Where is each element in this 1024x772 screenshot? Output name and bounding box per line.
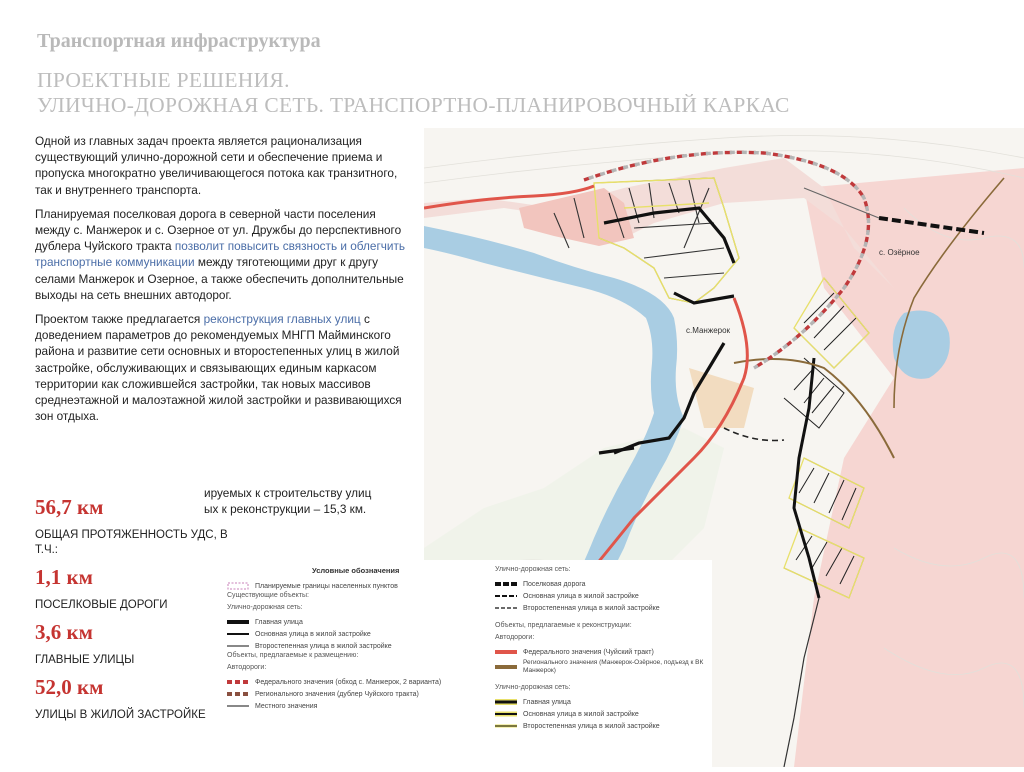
paragraph-2-text-b: между тяготеющими друг к другу селами Манжерок и Озерное, а также обеспечить дополнительные выходы на сеть внешних автодорог.	[35, 255, 404, 302]
legend-existing: Существующие объекты:	[227, 592, 309, 599]
map-legend	[217, 560, 712, 767]
place-label-ozernoe: с. Озёрное	[879, 248, 920, 257]
stat-label-main-streets: ГЛАВНЫЕ УЛИЦЫ	[35, 654, 135, 666]
legend-item-regional-planned	[227, 688, 492, 700]
stat-label-residential-streets: УЛИЦЫ В ЖИЛОЙ ЗАСТРОЙКЕ	[35, 709, 206, 721]
legend-text-regional-planned: Регионального значения (дублер Чуйского тракта)	[255, 690, 419, 698]
legend-uds: Улично-дорожная сеть:	[227, 604, 303, 611]
legend-item-r-main	[495, 696, 710, 708]
legend-text-boundary: Планируемые границы населенных пунктов	[255, 582, 398, 590]
legend-r-uds2: Улично-дорожная сеть:	[495, 684, 571, 691]
legend-item-r-secondary	[495, 602, 710, 614]
swatch-regional	[495, 663, 517, 671]
paragraph-2-highlight: позволит повысить связность и облегчить транспортные коммуникации	[35, 239, 406, 270]
section-subtitle: Транспортная инфраструктура	[37, 30, 321, 52]
partial-line-1: ируемых к строительству улиц	[204, 486, 372, 500]
legend-column-right	[495, 566, 710, 732]
partial-line-2: ых к реконструкции – 15,3 км.	[204, 502, 367, 516]
stat-value-total: 56,7 км	[35, 495, 104, 519]
title-line-1: ПРОЕКТНЫЕ РЕШЕНИЯ.	[37, 68, 290, 92]
legend-item-federal	[495, 646, 710, 658]
paragraph-2-text-a: Планируемая поселковая дорога в северной части поселения между с. Манжерок и с. Озерное от ул. Дружбы до перспективного дублера Чуйского тракта	[35, 206, 402, 254]
page-title	[37, 68, 790, 118]
legend-text-basic: Основная улица в жилой застройке	[255, 630, 371, 638]
stats-panel	[35, 494, 235, 729]
legend-text-r-secondary: Второстепенная улица в жилой застройке	[523, 604, 660, 612]
legend-text-r-secondary2: Второстепенная улица в жилой застройке	[523, 722, 660, 730]
legend-text-federal-planned: Федерального значения (обход с. Манжерок, 2 варианта)	[255, 678, 442, 686]
legend-item-r-basic2	[495, 708, 710, 720]
legend-item-secondary	[227, 640, 492, 652]
swatch-r-main	[495, 698, 517, 706]
legend-item-basic	[227, 628, 492, 640]
paragraph-3-text-b: с доведением параметров до рекомендуемых МНГП Майминского района и развитие сети основных и второстепенных улиц в жилой застройке, обслуживающих и связывающих единым каркасом территории как сложившейся застройки, так новых массивов среднеэтажной и малоэтажной жилой застройки и развивающихся зон отдыха.	[35, 312, 402, 424]
legend-planned: Объекты, предлагаемые к размещению:	[227, 652, 359, 659]
legend-item-boundary	[227, 580, 492, 592]
stat-value-main-streets: 3,6 км	[35, 620, 93, 644]
paragraph-1: Одной из главных задач проекта является рационализация существующий улично-дорожной сети и обеспечение приема и пропуска многократно увеличивающегося потока как транзитного, так и внутреннего транспорта.	[35, 134, 398, 197]
title-line-2: УЛИЧНО-ДОРОЖНАЯ СЕТЬ. ТРАНСПОРТНО-ПЛАНИРОВОЧНЫЙ КАРКАС	[37, 93, 790, 117]
legend-text-r-main: Главная улица	[523, 698, 571, 706]
paragraph-3-text-a: Проектом также предлагается	[35, 312, 204, 327]
place-label-manzherok: с.Манжерок	[686, 326, 731, 335]
swatch-r-basic2	[495, 710, 517, 718]
stat-label-settlement-roads: ПОСЕЛКОВЫЕ ДОРОГИ	[35, 599, 168, 611]
paragraph-3-highlight: реконструкция главных улиц	[203, 312, 361, 327]
swatch-settlement-road	[495, 580, 517, 588]
legend-item-r-secondary2	[495, 720, 710, 732]
legend-text-local: Местного значения	[255, 702, 318, 710]
swatch-r-basic	[495, 592, 517, 600]
swatch-r-secondary	[495, 604, 517, 612]
legend-item-r-basic	[495, 590, 710, 602]
legend-text-r-basic2: Основная улица в жилой застройке	[523, 710, 639, 718]
legend-text-federal: Федерального значения (Чуйский тракт)	[523, 648, 654, 656]
stat-label-total: ОБЩАЯ ПРОТЯЖЕННОСТЬ УДС, В Т.Ч.:	[35, 529, 228, 556]
legend-item-main	[227, 616, 492, 628]
legend-item-settlement-road	[495, 578, 710, 590]
legend-text-settlement-road: Поселковая дорога	[523, 580, 586, 588]
paragraph-2	[35, 206, 410, 303]
legend-r-roads: Автодороги:	[495, 634, 535, 641]
description-text	[35, 133, 410, 432]
legend-text-secondary: Второстепенная улица в жилой застройке	[255, 642, 392, 650]
swatch-federal	[495, 648, 517, 656]
legend-roads: Автодороги:	[227, 664, 267, 671]
legend-reconstruct: Объекты, предлагаемые к реконструкции:	[495, 622, 632, 629]
swatch-r-secondary2	[495, 722, 517, 730]
legend-text-r-basic: Основная улица в жилой застройке	[523, 592, 639, 600]
paragraph-3	[35, 311, 410, 424]
legend-title: Условные обозначения	[312, 566, 400, 575]
stat-value-residential-streets: 52,0 км	[35, 675, 104, 699]
legend-text-regional: Регионального значения (Манжерок-Озёрное, подъезд к ВК Манжерок)	[523, 659, 704, 674]
stat-value-settlement-roads: 1,1 км	[35, 565, 93, 589]
legend-r-uds: Улично-дорожная сеть:	[495, 566, 571, 573]
legend-item-local	[227, 700, 492, 712]
legend-item-regional	[495, 658, 710, 676]
legend-item-federal-planned	[227, 676, 492, 688]
legend-text-main: Главная улица	[255, 618, 303, 626]
legend-column-left	[227, 566, 492, 712]
